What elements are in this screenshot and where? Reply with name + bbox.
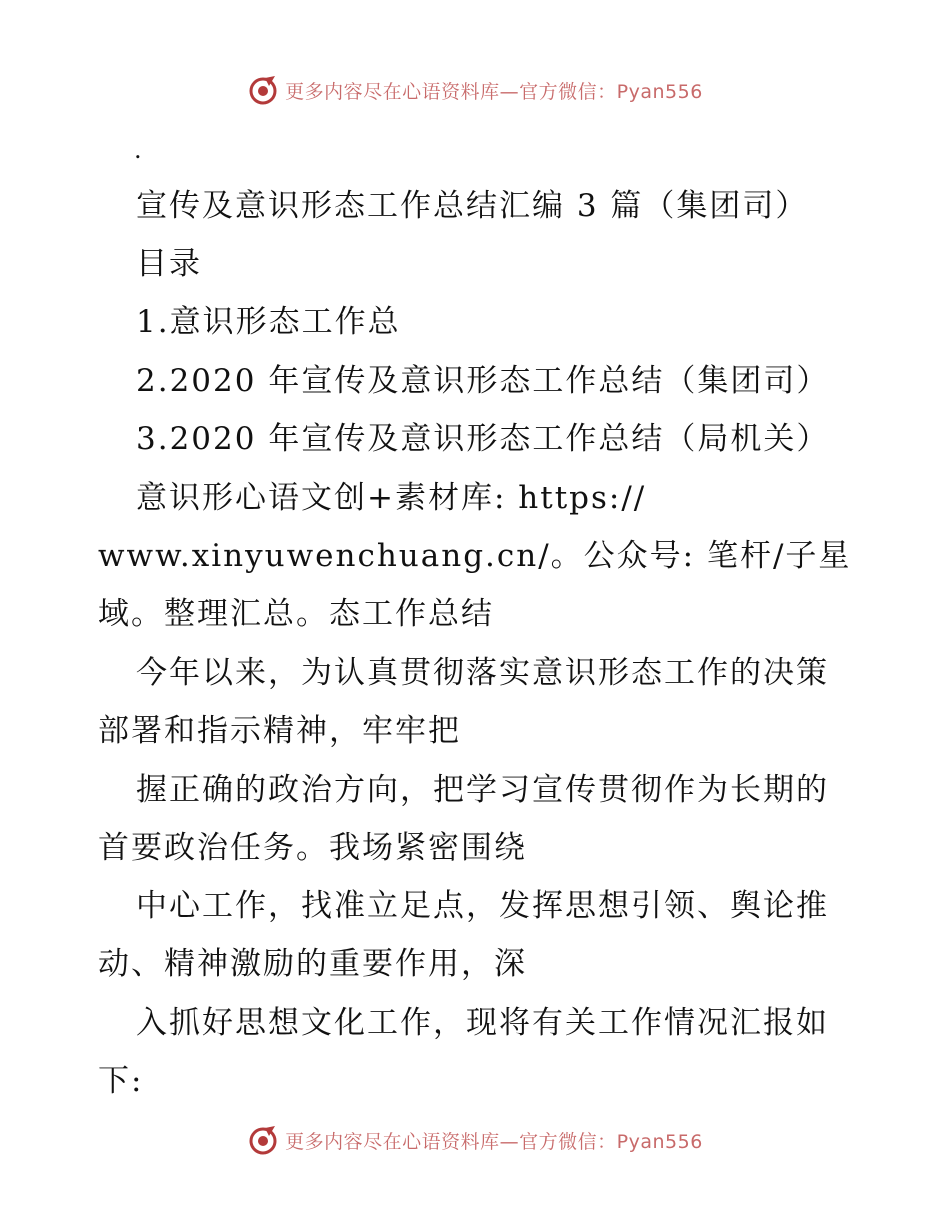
body-line: 部署和指示精神，牢牢把 [98,713,461,749]
toc-item: 2.2020 年宣传及意识形态工作总结（集团司） [136,363,830,399]
note-line: 域。整理汇总。态工作总结 [98,596,494,632]
toc-item: 3.2020 年宣传及意识形态工作总结（局机关） [136,421,830,457]
watermark-text: 更多内容尽在心语资料库—官方微信：Pyan556 [285,1130,703,1153]
header-watermark [0,70,950,110]
body-line: 入抓好思想文化工作，现将有关工作情况汇报如 [136,1005,829,1041]
document-title: 宣传及意识形态工作总结汇编 3 篇（集团司） [136,188,809,224]
body-line: 首要政治任务。我场紧密围绕 [98,830,527,866]
pen-circle-logo-icon [247,74,279,106]
footer-watermark [0,1120,950,1160]
toc-heading: 目录 [136,246,202,282]
body-line: 中心工作，找准立足点，发挥思想引领、舆论推 [136,888,829,924]
leading-dot: . [134,136,142,164]
body-line: 今年以来，为认真贯彻落实意识形态工作的决策 [136,655,829,691]
body-line: 下: [98,1063,144,1099]
pen-circle-logo-icon [247,1124,279,1156]
note-line: www.xinyuwenchuang.cn/。公众号: 笔杆/子星 [98,538,852,574]
body-line: 握正确的政治方向，把学习宣传贯彻作为长期的 [136,772,829,808]
watermark-text: 更多内容尽在心语资料库—官方微信：Pyan556 [285,80,703,103]
body-line: 动、精神激励的重要作用，深 [98,946,527,982]
note-line: 意识形心语文创+素材库: https:// [136,480,647,516]
toc-item: 1.意识形态工作总 [136,304,401,340]
